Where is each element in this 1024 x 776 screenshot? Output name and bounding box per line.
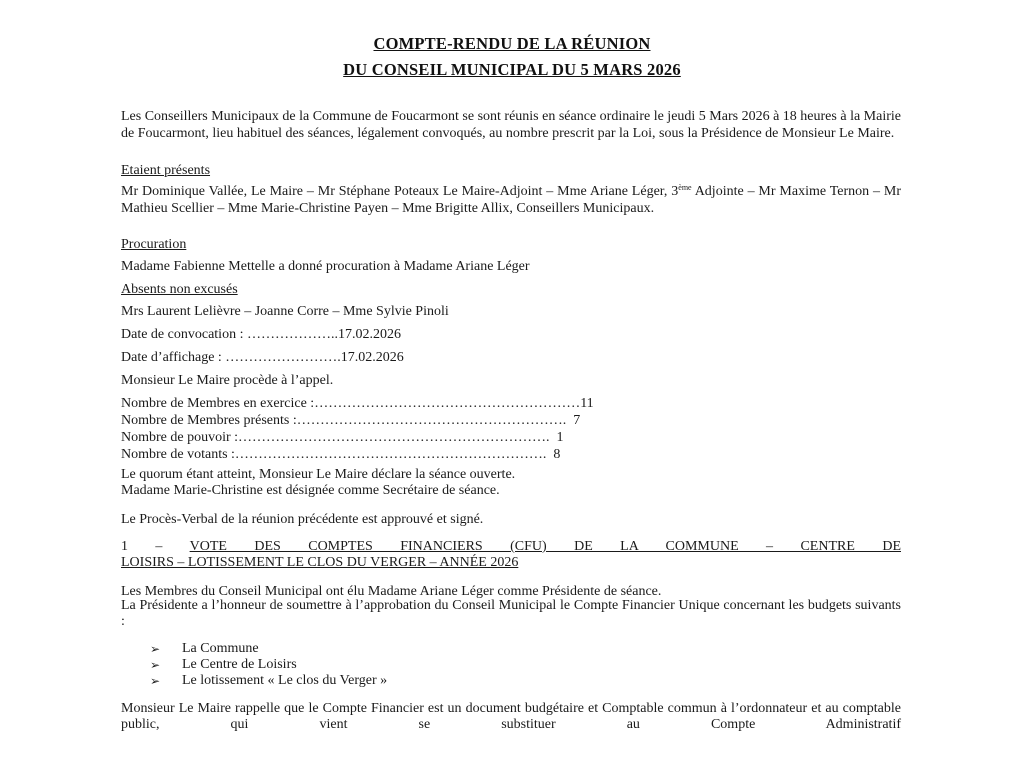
section1-paragraph1: Les Membres du Conseil Municipal ont élu Madame Ariane Léger comme Présidente de séance. xyxy=(121,584,662,599)
section1-heading-line2 xyxy=(121,554,518,571)
budget-item xyxy=(150,673,387,689)
stat-row-exercice xyxy=(121,395,594,412)
document-title-line1: COMPTE-RENDU DE LA RÉUNION xyxy=(373,34,651,53)
budget-item-label: Le Centre de Loisirs xyxy=(182,657,297,672)
stat-label: Nombre de Membres présents : xyxy=(121,413,297,428)
budget-item xyxy=(150,641,387,657)
arrowhead-bullet-icon: ➢ xyxy=(150,674,161,688)
secretaire-text: Madame Marie-Christine est désignée comme Secrétaire de séance. xyxy=(121,483,500,498)
section1-title-line2: LOISIRS – LOTISSEMENT LE CLOS DU VERGER – ANNÉE 2026 xyxy=(121,555,519,570)
stat-value: . 8 xyxy=(542,447,561,462)
stat-dots: ………………………………………………… xyxy=(296,413,563,428)
pv-text: Le Procès-Verbal de la réunion précédente est approuvé et signé. xyxy=(121,512,484,527)
stat-row-pouvoir xyxy=(121,429,564,446)
present-list xyxy=(121,183,901,217)
stat-row-presents xyxy=(121,412,581,429)
absents-heading: Absents non excusés xyxy=(121,282,238,297)
section1-paragraph3: Monsieur Le Maire rappelle que le Compte Financier est un document budgétaire et Comptable commun à l’ordonnateur et au comptable public, qui vient se substituer au Compte Administratif xyxy=(121,701,901,732)
stats-block xyxy=(121,395,594,463)
budget-item-label: La Commune xyxy=(182,641,259,656)
stat-dots: ………………………………………………… xyxy=(314,396,581,411)
procuration-text: Madame Fabienne Mettelle a donné procuration à Madame Ariane Léger xyxy=(121,259,530,274)
quorum-text: Le quorum étant atteint, Monsieur Le Maire déclare la séance ouverte. xyxy=(121,467,516,482)
section1-heading xyxy=(121,539,901,555)
section1-number: 1 – xyxy=(121,539,190,554)
stat-value: 11 xyxy=(580,396,594,411)
procuration-heading: Procuration xyxy=(121,237,187,252)
arrowhead-bullet-icon: ➢ xyxy=(150,642,161,656)
date-convocation: Date de convocation : ………………..17.02.2026 xyxy=(121,327,401,342)
budget-item-label: Le lotissement « Le clos du Verger » xyxy=(182,673,388,688)
section1-title-line1: VOTE DES COMPTES FINANCIERS (CFU) DE LA COMMUNE – CENTRE DE xyxy=(189,539,901,554)
present-part1: Mr Dominique Vallée, Le Maire – Mr Stéphane Poteaux Le Maire-Adjoint – Mme Ariane Léger, 3 xyxy=(121,184,679,199)
stat-dots: ………………………………………………………… xyxy=(234,447,543,462)
date-affichage: Date d’affichage : …………………….17.02.2026 xyxy=(121,350,404,365)
present-heading: Etaient présents xyxy=(121,163,211,178)
present-part2: Adjointe – Mr Maxime Ternon – Mr Mathieu Scellier – Mme Marie-Christine Payen – Mme Brigitte Allix, Conseillers Municipaux. xyxy=(121,184,902,216)
stat-label: Nombre de votants : xyxy=(121,447,235,462)
stat-label: Nombre de Membres en exercice : xyxy=(121,396,315,411)
arrowhead-bullet-icon: ➢ xyxy=(150,658,161,672)
stat-label: Nombre de pouvoir : xyxy=(121,430,239,445)
appel-text: Monsieur Le Maire procède à l’appel. xyxy=(121,373,334,388)
stat-row-votants xyxy=(121,446,561,463)
document-title-line2: DU CONSEIL MUNICIPAL DU 5 MARS 2026 xyxy=(343,60,681,79)
present-superscript: ème xyxy=(678,183,692,192)
budget-list xyxy=(150,641,387,689)
budget-item xyxy=(150,657,387,673)
stat-value: . 7 xyxy=(562,413,581,428)
section1-paragraph2: La Présidente a l’honneur de soumettre à l’approbation du Conseil Municipal le Compte Financier Unique concernant les budgets suivants : xyxy=(121,598,901,629)
stat-value: . 1 xyxy=(546,430,564,445)
absents-text: Mrs Laurent Lelièvre – Joanne Corre – Mme Sylvie Pinoli xyxy=(121,304,449,319)
stat-dots: ………………………………………………………… xyxy=(238,430,547,445)
intro-paragraph: Les Conseillers Municipaux de la Commune de Foucarmont se sont réunis en séance ordinaire le jeudi 5 Mars 2026 à 18 heures à la Mairie de Foucarmont, lieu habituel des séances, légalement convoqués, au nombre prescrit par la Loi, sous la Présidence de Monsieur Le Maire. xyxy=(121,109,901,141)
